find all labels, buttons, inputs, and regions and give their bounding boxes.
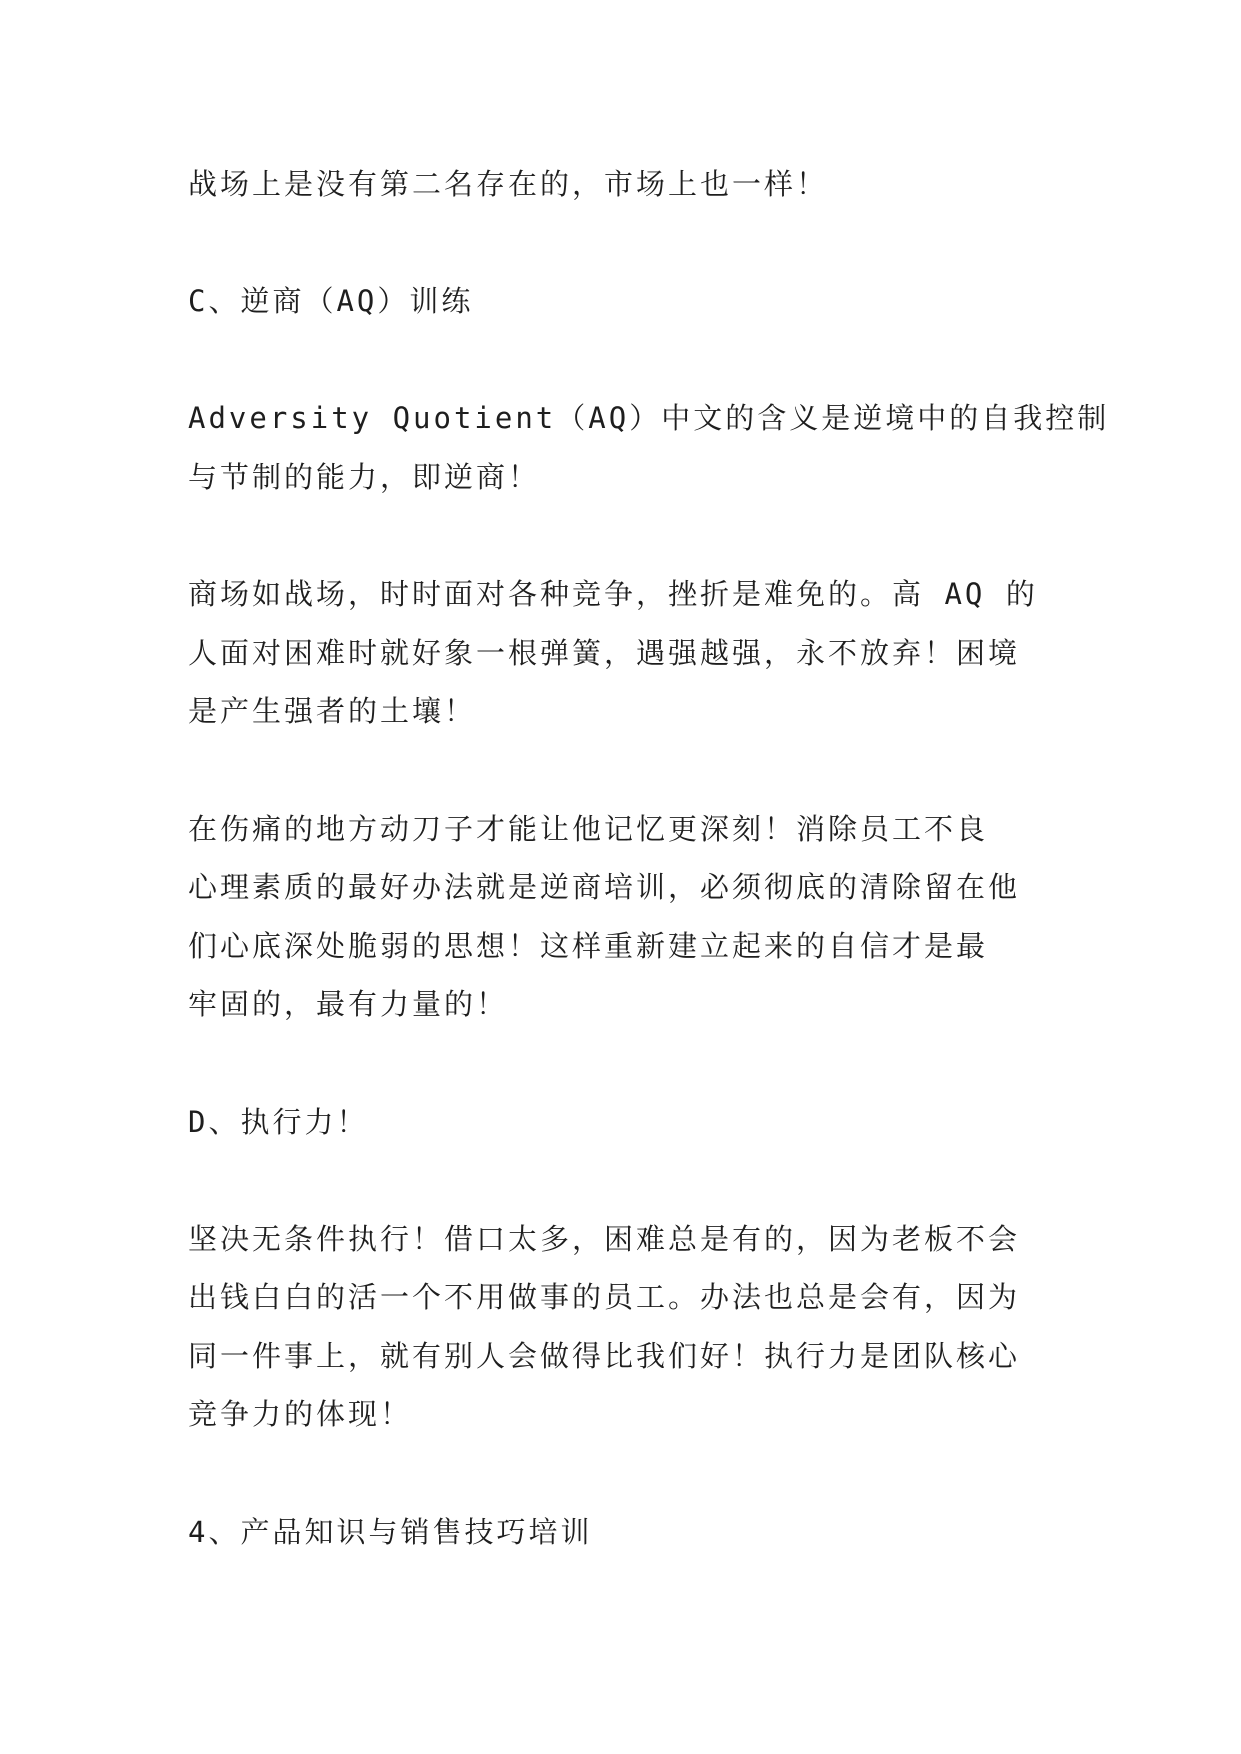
text-line: 战场上是没有第二名存在的，市场上也一样！ [188, 167, 829, 201]
paragraph-execution [188, 1210, 1088, 1444]
section-heading-product-sales-training [188, 1503, 1088, 1562]
document-body [188, 155, 1110, 1620]
heading-line: 4、产品知识与销售技巧培训 [188, 1514, 593, 1549]
text-line: 们心底深处脆弱的思想！这样重新建立起来的自信才是最 [188, 928, 989, 963]
text-line: 与节制的能力，即逆商！ [188, 459, 541, 494]
text-line: 在伤痛的地方动刀子才能让他记忆更深刻！消除员工不良 [188, 811, 989, 846]
text-line: Adversity Quotient（AQ）中文的含义是逆境中的自我控制 [188, 401, 1110, 436]
section-heading-aq-training [188, 272, 1088, 331]
paragraph-market-first [188, 155, 1088, 214]
text-line: 出钱白白的活一个不用做事的员工。办法也总是会有，因为 [188, 1280, 1021, 1315]
paragraph-aq-definition [188, 389, 1110, 506]
heading-line: D、执行力！ [188, 1104, 369, 1139]
paragraph-aq-training-benefit [188, 800, 1088, 1034]
heading-line: C、逆商（AQ）训练 [188, 284, 474, 319]
text-line: 商场如战场，时时面对各种竞争，挫折是难免的。高 AQ 的 [188, 577, 1038, 612]
paragraph-high-aq [188, 565, 1088, 741]
text-line: 牢固的，最有力量的！ [188, 987, 509, 1022]
text-line: 坚决无条件执行！借口太多，困难总是有的，因为老板不会 [188, 1221, 1021, 1256]
text-line: 竞争力的体现！ [188, 1397, 413, 1432]
text-line: 心理素质的最好办法就是逆商培训，必须彻底的清除留在他 [188, 870, 1021, 905]
text-line: 是产生强者的土壤！ [188, 694, 477, 729]
text-line: 人面对困难时就好象一根弹簧，遇强越强，永不放弃！困境 [188, 635, 1021, 670]
section-heading-execution [188, 1093, 1088, 1152]
text-line: 同一件事上，就有别人会做得比我们好！执行力是团队核心 [188, 1338, 1021, 1373]
